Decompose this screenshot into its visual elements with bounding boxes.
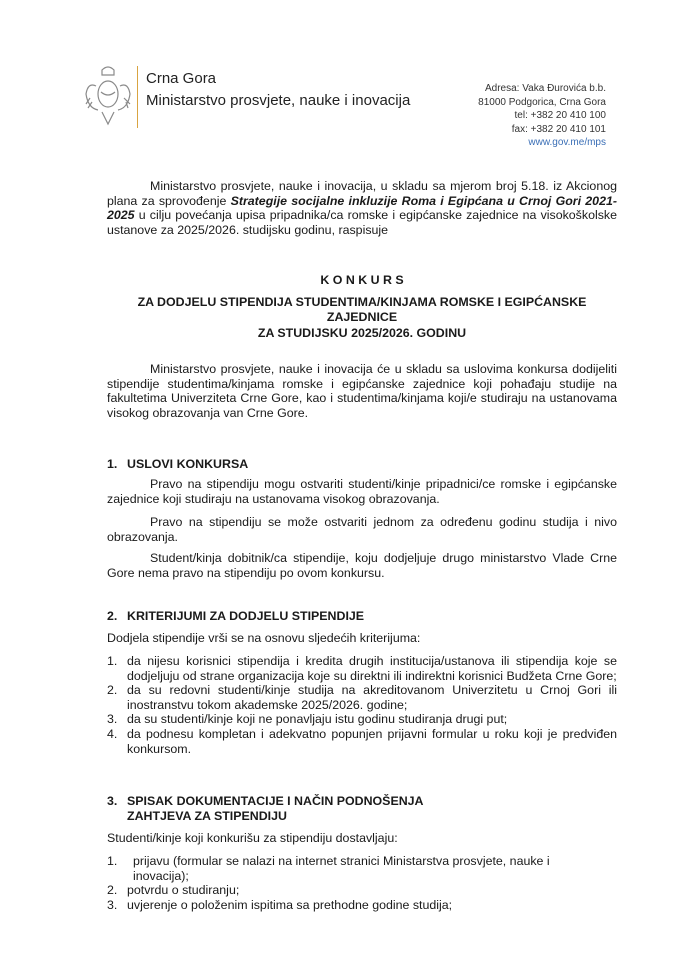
item-number: 3. xyxy=(107,712,118,727)
list-item xyxy=(107,727,617,756)
item-number: 1. xyxy=(107,854,118,868)
item-number: 4. xyxy=(107,726,118,741)
header-divider xyxy=(137,66,138,128)
item-text: prijavu (formular se nalazi na internet stranici Ministarstva prosvjete, nauke i inovacija); xyxy=(133,854,550,883)
konkurs-heading: K O N K U R S xyxy=(320,273,404,287)
item-text: da su redovni studenti/kinje studija na akreditovanom Univerzitetu u Crnoj Gori ili inostranstvu tokom akademske 2025/2026. godine; xyxy=(127,683,617,712)
item-text: potvrdu o studiranju; xyxy=(127,883,240,898)
criteria-list xyxy=(107,654,617,756)
website-link[interactable]: www.gov.me/mps xyxy=(528,137,606,148)
section-1-paragraph: Pravo na stipendiju mogu ostvariti studenti/kinje pripadnici/ce romske i egipćanske zajednice koji studiraju na ustanovama visokog obrazovanja. xyxy=(107,477,617,506)
address-line: Adresa: Vaka Đurovića b.b. xyxy=(485,83,606,94)
lead-paragraph: Ministarstvo prosvjete, nauke i inovacija će u skladu sa uslovima konkursa dodijeliti stipendije studentima/kinjama romske i egipćanske zajednice koji pohađaju studije na fakultetima Univerziteta Crne Gore, kao i studentima/kinjama koji/e studiraju na ustanovama visokog obrazovanja van Crne Gore. xyxy=(107,362,617,420)
address-tel: tel: +382 20 410 100 xyxy=(514,110,606,121)
konkurs-year: ZA STUDIJSKU 2025/2026. GODINU xyxy=(257,326,467,340)
item-number: 2. xyxy=(107,683,118,698)
header-country: Crna Gora xyxy=(146,70,217,87)
list-item xyxy=(107,683,617,712)
konkurs-title: ZA DODJELU STIPENDIJA STUDENTIMA/KINJAMA ROMSKE I EGIPĆANSKE ZAJEDNICE xyxy=(137,295,587,324)
intro-before: Ministarstvo prosvjete, nauke i inovacija, u skladu sa mjerom broj 5.18. iz Akcionog plana za sprovođenje xyxy=(107,179,617,208)
section-3-heading xyxy=(107,794,617,823)
header-address-block xyxy=(478,82,606,150)
section-title: SPISAK DOKUMENTACIJE I NAČIN PODNOŠENJA ZAHTJEVA ZA STIPENDIJU xyxy=(127,794,424,823)
intro-after: u cilju povećanja upisa pripadnika/ca romske i egipćanske zajednice na visokoškolske ustanove za 2025/2026. studijsku godinu, raspisuje xyxy=(107,208,617,237)
address-fax: fax: +382 20 410 101 xyxy=(511,123,606,135)
item-number: 3. xyxy=(107,897,118,912)
section-title: USLOVI KONKURSA xyxy=(127,457,249,471)
section-number: 3. xyxy=(107,794,118,808)
intro-paragraph xyxy=(107,179,617,237)
item-number: 1. xyxy=(107,654,118,668)
section-3-intro: Studenti/kinje koji konkurišu za stipendiju dostavljaju: xyxy=(107,831,398,845)
strategy-name: Strategije socijalne inkluzije Roma i Egipćana u Crnoj Gori 2021-2025 xyxy=(107,193,617,223)
section-1-paragraph: Student/kinja dobitnik/ca stipendije, koju dodjeljuje drugo ministarstvo Vlade Crne Gore nema pravo na stipendiju po ovom konkursu. xyxy=(107,551,617,580)
item-text: da su studenti/kinje koji ne ponavljaju istu godinu studiranja drugi put; xyxy=(127,712,508,727)
section-1-heading xyxy=(107,457,617,472)
coat-of-arms-logo xyxy=(84,64,132,130)
list-item xyxy=(107,712,617,727)
list-item xyxy=(107,854,617,883)
list-item xyxy=(107,898,617,913)
documents-list xyxy=(107,854,617,912)
section-title: KRITERIJUMI ZA DODJELU STIPENDIJE xyxy=(127,609,365,623)
section-number: 1. xyxy=(107,457,118,471)
list-item xyxy=(107,654,617,683)
item-text: da podnesu kompletan i adekvatno popunjen prijavni formular u roku koji je predviđen konkursom. xyxy=(127,726,617,756)
section-2-heading xyxy=(107,609,617,624)
item-text: da nijesu korisnici stipendija i kredita drugih institucija/ustanova ili stipendija koje se dodjeljuju od strane organizacija koje su direktni ili indirektni korisnici Budžeta Crne Gore; xyxy=(127,654,617,683)
section-2-intro: Dodjela stipendije vrši se na osnovu sljedećih kriterijuma: xyxy=(107,631,421,645)
section-1-paragraph: Pravo na stipendiju se može ostvariti jednom za određenu godinu studija i nivo obrazovanja. xyxy=(107,515,617,544)
section-number: 2. xyxy=(107,609,118,623)
item-number: 2. xyxy=(107,883,118,898)
item-text: uvjerenje o položenim ispitima sa prethodne godine studija; xyxy=(127,897,453,912)
header-ministry: Ministarstvo prosvjete, nauke i inovacija xyxy=(146,92,411,109)
address-city: 81000 Podgorica, Crna Gora xyxy=(478,96,606,108)
list-item xyxy=(107,883,617,898)
